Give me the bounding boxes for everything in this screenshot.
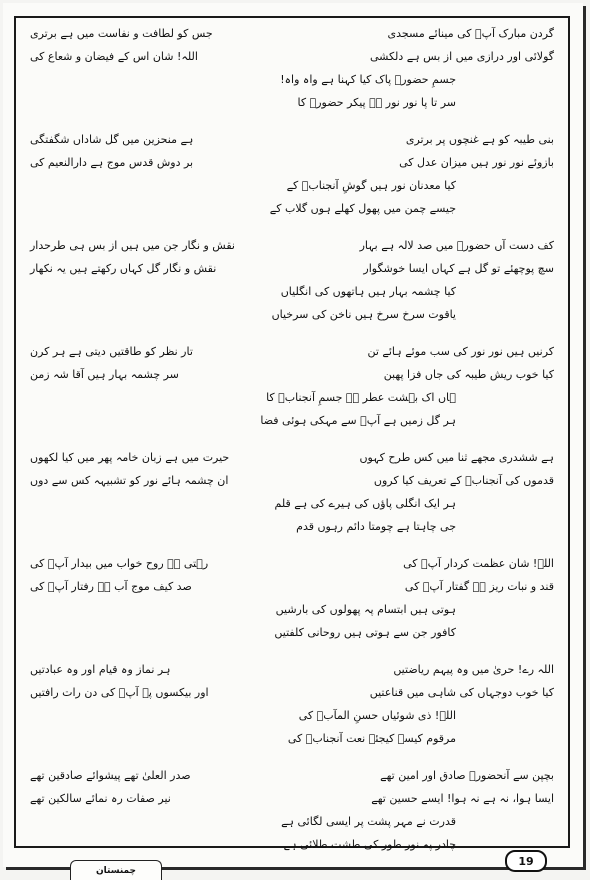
refrain-line: کیا معدنان نور ہیں گوشِ آنجنابؐ کے: [286, 178, 456, 192]
verse-line: [18, 575, 566, 598]
refrain-line: کافور جن سے ہوتی ہیں روحانی کلفتیں: [274, 625, 456, 639]
hemistich-first: کف دست آں حضورؐ میں صد لالہ ہے بہار: [359, 238, 554, 252]
stanza: [18, 552, 566, 644]
verse-line: [18, 446, 566, 469]
refrain-line: جیسے چمن میں پھول کھلے ہوں گلاب کے: [269, 201, 456, 215]
hemistich-second: ان چشمہ ہائے نور کو تشبیہہ کس سے دوں: [30, 473, 229, 487]
refrain-line: کیا چشمہ بہار ہیں ہاتھوں کی انگلیاں: [280, 284, 456, 298]
verse-line: [18, 552, 566, 575]
stanza: [18, 128, 566, 220]
verse-line: [18, 45, 566, 68]
page-number-text: 19: [518, 854, 534, 868]
hemistich-first: کرنیں ہیں نور نور کی سب موئے ہائے تن: [367, 344, 554, 358]
verse-line: [18, 787, 566, 810]
hemistich-second: جس کو لطافت و نفاست میں ہے برتری: [30, 26, 213, 40]
stanza: [18, 22, 566, 114]
hemistich-first: اللہ! شان عظمت کردار آپؐ کی: [403, 556, 554, 570]
hemistich-second: بر دوش قدس موج ہے دارالنعیم کی: [30, 155, 194, 169]
hemistich-second: رہتی ہے روح خواب میں بیدار آپؐ کی: [30, 556, 209, 570]
verse-line: [18, 469, 566, 492]
hemistich-second: حیرت میں ہے زبان خامہ پھر میں کیا لکھوں: [30, 450, 230, 464]
stanza: [18, 446, 566, 538]
hemistich-first: بنی طیبہ کو ہے غنچوں پر برتری: [405, 132, 554, 146]
hemistich-first: قدموں کی آنجنابؐ کے تعریف کیا کروں: [373, 473, 554, 487]
hemistich-first: سچ پوچھئے تو گل ہے کہاں ایسا خوشگوار: [363, 261, 554, 275]
hemistich-second: نیر صفات رہ نمائے سالکین تھے: [30, 791, 171, 805]
verse-line: [18, 151, 566, 174]
hemistich-first: کیا خوب ریش طیبہ کی جاں فزا پھبن: [383, 367, 554, 381]
hemistich-first: ہے ششدری مجھے ثنا میں کس طرح کہوں: [359, 450, 554, 464]
hemistich-second: ہے منحزین میں گل شاداں شگفتگی: [30, 132, 194, 146]
refrain-line: سر تا پا نور نور ہے پیکر حضورؐ کا: [297, 95, 456, 109]
verse-line: [18, 764, 566, 787]
hemistich-second: صد کیف موج آب ہے رفتار آپؐ کی: [30, 579, 192, 593]
hemistich-second: نقش و نگار جن میں ہیں از بس ہی طرحدار: [30, 238, 235, 252]
refrain-line: چادر پہ نور طور کی طشت طلائی ہے: [283, 837, 456, 851]
hemistich-first: قند و نبات ریز ہے گفتار آپؐ کی: [404, 579, 554, 593]
hemistich-first: کیا خوب دوجہاں کی شاہی میں قناعتیں: [369, 685, 554, 699]
footer-logo-text: چمنستان: [95, 865, 137, 876]
hemistich-first: بچپن سے آنحضورؐ صادق اور امین تھے: [380, 768, 554, 782]
stanza: [18, 764, 566, 856]
refrain-line: ہر ایک انگلی پاؤں کی ہیرے کی ہے قلم: [274, 496, 456, 510]
poem-text: [18, 22, 566, 851]
refrain-line: جی چاہتا ہے چومتا دائم رہوں قدم: [296, 519, 456, 533]
refrain-line: جسمِ حضورؐ پاک کیا کہنا ہے واہ واہ!: [280, 72, 456, 86]
hemistich-second: اللہ! شان اس کے فیضان و شعاع کی: [30, 49, 198, 63]
refrain-line: ہر گل زمیں ہے آپؐ سے مہکی ہوئی فضا: [260, 413, 456, 427]
hemistich-first: گردن مبارک آپؐ کی مینائے مسجدی: [387, 26, 554, 40]
hemistich-first: بازوئے نور نور ہیں میزان عدل کی: [399, 155, 554, 169]
hemistich-second: تار نظر کو طاقتیں دیتی ہے ہر کرن: [30, 344, 193, 358]
refrain-line: ہوتی ہیں ابتسام پہ پھولوں کی بارشیں: [275, 602, 456, 616]
hemistich-second: ہر نماز وہ قیام اور وہ عبادتیں: [30, 662, 171, 676]
verse-line: [18, 681, 566, 704]
footer-logo: [70, 860, 162, 880]
verse-line: [18, 363, 566, 386]
hemistich-second: اور بیکسوں پہ آپؐ کی دن رات رافتیں: [30, 685, 209, 699]
page-number: [505, 850, 547, 872]
refrain-line: یاقوت سرخ سرخ ہیں ناخن کی سرخیاں: [271, 307, 456, 321]
hemistich-first: اللہ رے! حریٰ میں وہ پیہم ریاضتیں: [393, 662, 554, 676]
verse-line: [18, 128, 566, 151]
hemistich-second: صدر العلیٰ تھے پیشوائے صادقین تھے: [30, 768, 191, 782]
stanza: [18, 340, 566, 432]
hemistich-first: ایسا ہوا، نہ ہے نہ ہوا! ایسے حسین تھے: [371, 791, 554, 805]
verse-line: [18, 658, 566, 681]
verse-line: [18, 234, 566, 257]
stanza: [18, 658, 566, 750]
hemistich-second: سر چشمہ بہار ہیں آقا شہ زمن: [30, 367, 179, 381]
verse-line: [18, 22, 566, 45]
verse-line: [18, 257, 566, 280]
refrain-line: قدرت نے مہر پشت پر ایسی لگائی ہے: [281, 814, 456, 828]
refrain-line: ہاں اک بہشت عطر ہے جسمِ آنجنابؐ کا: [266, 390, 456, 404]
verse-line: [18, 340, 566, 363]
stanza: [18, 234, 566, 326]
hemistich-second: نقش و نگار گل کہاں رکھتے ہیں یہ نکھار: [30, 261, 217, 275]
refrain-line: اللہ! ذی شوئیاں حسنِ المآبؐ کی: [298, 708, 456, 722]
hemistich-first: گولائی اور درازی میں از بس ہے دلکشی: [369, 49, 554, 63]
refrain-line: مرقوم کیسے کیجئے نعت آنجنابؐ کی: [287, 731, 456, 745]
